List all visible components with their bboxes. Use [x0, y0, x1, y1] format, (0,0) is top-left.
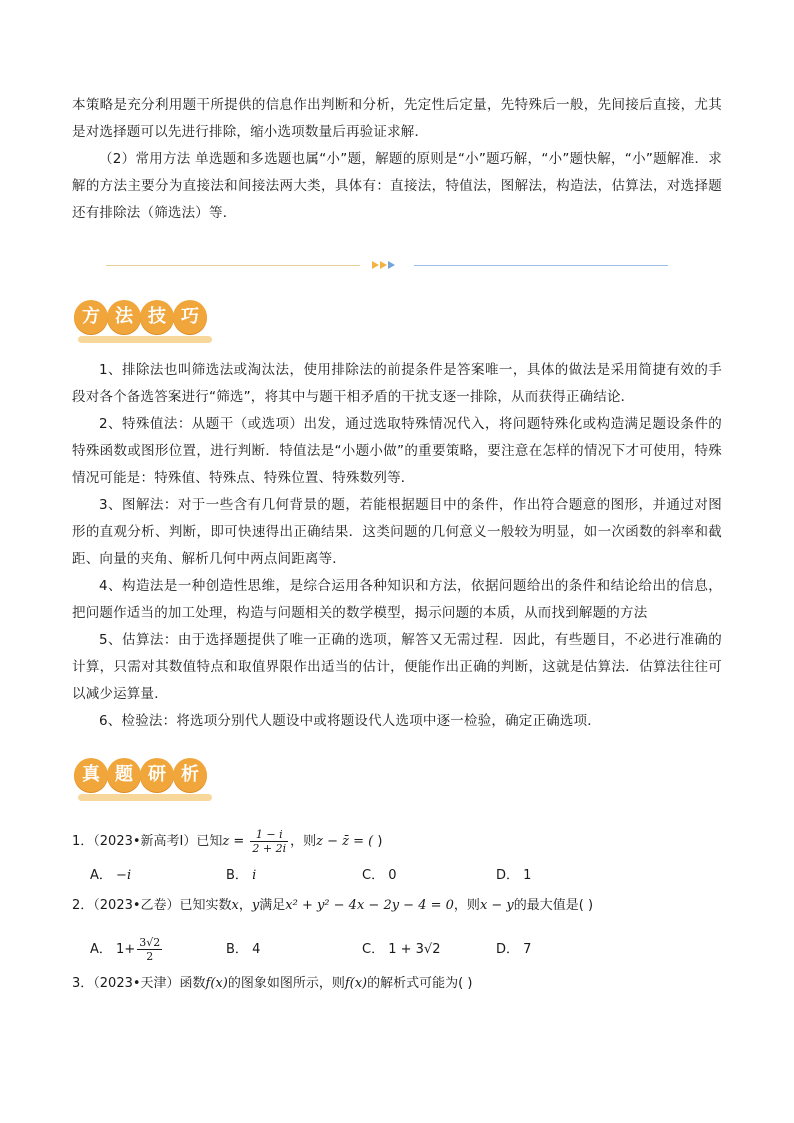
arrow-icon [380, 261, 387, 269]
question-2-prefix: 2．（2023•乙卷）已知实数 [72, 898, 232, 913]
fraction-numerator: 3√2 [139, 936, 161, 949]
fraction-numerator: 1 − i [250, 828, 288, 842]
question-2-var-x: x [231, 898, 239, 913]
question-3-mid: 的图象如图所示，则 [227, 976, 345, 991]
badge-char: 题 [107, 758, 141, 792]
option-value: 0 [388, 868, 397, 883]
option-value: i [252, 868, 257, 883]
option-value: 7 [523, 942, 532, 957]
arrow-icon [388, 261, 395, 269]
divider-line-left [106, 265, 360, 266]
question-1-option-a [90, 866, 131, 886]
badge-char: 方 [74, 300, 108, 334]
question-3-func: f(x) [205, 976, 228, 991]
question-1-expr: z − z̄ = ( [316, 834, 374, 849]
badge-underline [78, 336, 212, 343]
option-value: −i [116, 868, 132, 883]
method-item-4: 4、构造法是一种创造性思维，是综合运用各种知识和方法，依据问题给出的条件和结论给出的信息，把问题作适当的加工处理，构造与问题相关的数学模型，揭示问题的本质，从而找到解题的方法 [72, 578, 722, 621]
method-item-1: 1、排除法也叫筛选法或淘汰法，使用排除法的前提条件是答案唯一，具体的做法是采用简捷有效的手段对各个备选答案进行“筛选”，将其中与题干相矛盾的干扰支逐一排除，从而获得正确结论． [72, 362, 722, 405]
question-1 [72, 828, 382, 855]
method-item-5: 5、估算法：由于选择题提供了唯一正确的选项，解答又无需过程．因此，有些题目，不必进行准确的计算，只需对其数值特点和取值界限作出适当的估计，便能作出正确的判断，这就是估算法．估算法往往可以减少运算量． [72, 632, 722, 702]
question-2-option-b [226, 940, 260, 960]
section-badge-methods [74, 300, 224, 348]
badge-char: 析 [173, 758, 207, 792]
badge-underline [78, 794, 212, 801]
question-2-var-y: y [251, 898, 260, 913]
question-2-expr: x − y [479, 898, 514, 913]
option-label: C． [362, 868, 385, 883]
option-label: A． [90, 868, 112, 883]
question-2-tail: 的最大值是( ) [513, 898, 594, 913]
question-2-mid: ，则 [453, 898, 480, 913]
method-item-2: 2、特殊值法：从题干（或选项）出发，通过选取特殊情况代入，将问题特殊化或构造满足题设条件的特殊函数或图形位置，进行判断．特值法是“小题小做”的重要策略，要注意在怎样的情况下才可使用，特殊情况可能是：特殊值、特殊点、特殊位置、特殊数列等． [72, 416, 722, 486]
question-2-comma: ， [238, 898, 252, 913]
option-label: B． [226, 942, 248, 957]
option-label: A． [90, 942, 112, 957]
question-3-prefix: 3．（2023•天津）函数 [72, 976, 206, 991]
question-2-option-c [362, 940, 440, 960]
intro-paragraph-1: 本策略是充分利用题干所提供的信息作出判断和分析，先定性后定量，先特殊后一般，先间接后直接，尤其是对选择题可以先进行排除，缩小选项数量后再验证求解． [72, 97, 722, 140]
divider-line-right [414, 265, 668, 266]
question-2-option-d [496, 940, 531, 960]
section-divider [106, 264, 668, 268]
method-item-6: 6、检验法：将选项分别代人题设中或将题设代人选项中逐一检验，确定正确选项． [99, 713, 601, 729]
option-label: D． [496, 868, 520, 883]
question-3-tail: 的解析式可能为( ) [367, 976, 473, 991]
question-2 [72, 896, 593, 916]
method-item-3: 3、图解法：对于一些含有几何背景的题，若能根据题目中的条件，作出符合题意的图形，并通过对图形的直观分析、判断，即可快速得出正确结果．这类问题的几何意义一般较为明显，如一次函数的斜率和截距、向量的夹角、解析几何中两点间距离等． [72, 497, 722, 567]
question-1-option-d [496, 866, 531, 886]
option-value-prefix: 1+ [116, 942, 136, 957]
option-value: 1 + 3√2 [388, 942, 441, 957]
question-3-func-2: f(x) [344, 976, 368, 991]
question-1-mid: ，则 [290, 834, 317, 849]
badge-char: 研 [140, 758, 174, 792]
badge-char: 法 [107, 300, 141, 334]
intro-paragraph-2: （2）常用方法 单选题和多选题也属“小”题，解题的原则是“小”题巧解，“小”题快解，“小”题解准．求解的方法主要分为直接法和间接法两大类，具体有：直接法，特值法，图解法，构造法，估算法，对选择题还有排除法（筛选法）等． [72, 151, 722, 221]
arrow-icon [372, 261, 379, 269]
option-label: D． [496, 942, 520, 957]
badge-char: 巧 [173, 300, 207, 334]
question-2-option-a [90, 936, 164, 963]
question-1-option-b [226, 866, 256, 886]
badge-char: 技 [140, 300, 174, 334]
section-badge-exam [74, 758, 224, 806]
option-value: 1 [523, 868, 532, 883]
question-1-tail: ) [373, 834, 383, 849]
question-2-condition: x² + y² − 4x − 2y − 4 = 0 [285, 898, 454, 913]
fraction-denominator: 2 + 2i [252, 842, 287, 855]
badge-char: 真 [74, 758, 108, 792]
option-label: C． [362, 942, 385, 957]
question-1-option-c [362, 866, 397, 886]
option-label: B． [226, 868, 248, 883]
question-1-prefix: 1．（2023•新高考Ⅰ）已知 [72, 834, 223, 849]
question-1-eq: = [229, 834, 249, 849]
fraction-denominator: 2 [146, 950, 154, 963]
question-1-var: z [222, 834, 230, 849]
question-1-fraction [250, 828, 288, 855]
option-fraction [137, 936, 162, 963]
question-2-cond-pre: 满足 [259, 898, 286, 913]
option-value: 4 [252, 942, 261, 957]
question-3 [72, 974, 472, 994]
